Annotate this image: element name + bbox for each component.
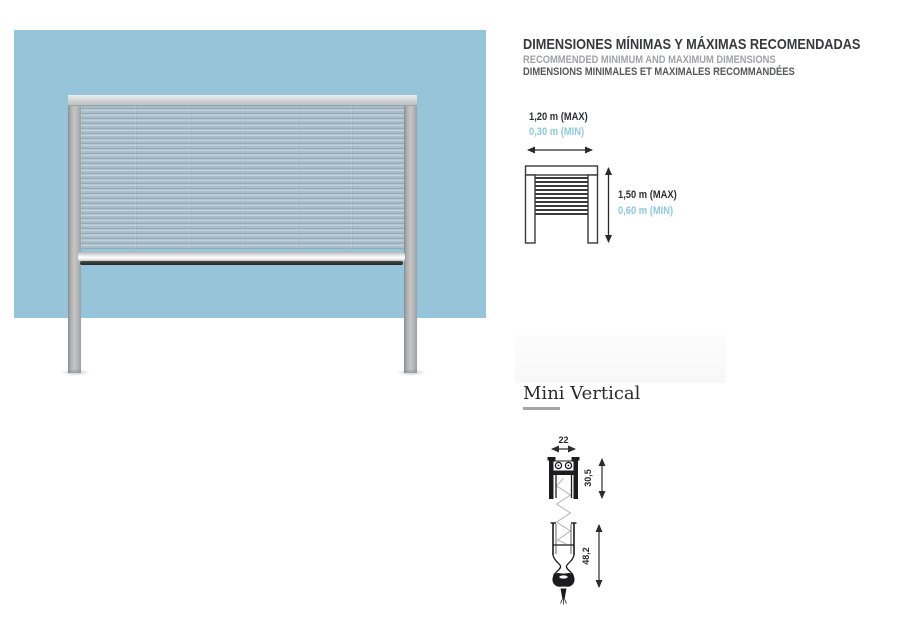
profile-width-label: 22 [558,435,569,445]
photo-fade-area [515,335,726,383]
profile-lower-height-label: 48,2 [581,547,591,565]
spring-zigzag [557,478,571,544]
profile-cross-section-diagram [533,428,633,610]
profile-upper-height-label: 30,5 [583,469,593,487]
section-title-es: DIMENSIONES MÍNIMAS Y MÁXIMAS RECOMENDADAS [523,36,861,53]
width-max-label: 1,20 m (MAX) [529,111,588,123]
screen-top-rail [68,95,417,106]
product-name-title: Mini Vertical [523,383,641,404]
lower-profile [551,523,577,605]
screen-bottom-profile [80,261,403,265]
screen-post-right [404,95,417,373]
height-min-label: 0,60 m (MIN) [618,205,674,217]
post-shadow-right [396,369,426,376]
screen-post-left [68,95,81,373]
screen-mesh-panel [81,105,404,249]
section-subtitle-fr: DIMENSIONS MINIMALES ET MAXIMALES RECOMMANDÉES [523,66,795,78]
section-subtitle-en: RECOMMENDED MINIMUM AND MAXIMUM DIMENSIONS [523,54,776,66]
title-underline [523,407,560,410]
width-min-label: 0,30 m (MIN) [529,126,585,138]
post-shadow-left [60,369,90,376]
width-dimension-arrow [525,144,597,156]
shutter-pictogram [523,164,618,246]
height-max-label: 1,50 m (MAX) [618,189,677,201]
